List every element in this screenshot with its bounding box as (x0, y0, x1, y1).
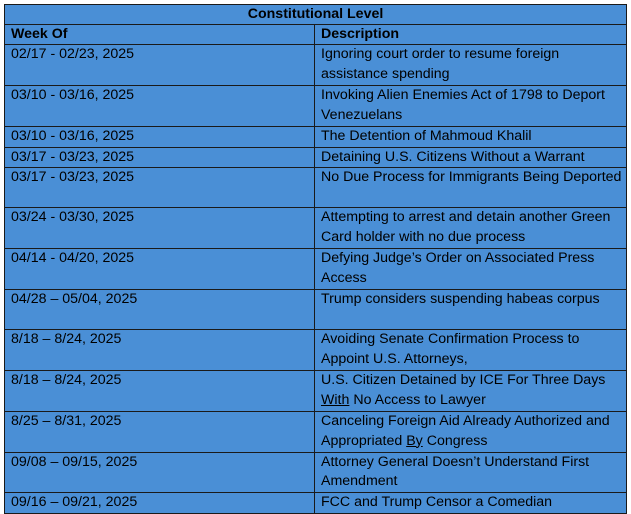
week-cell: 03/10 - 03/16, 2025 (5, 85, 315, 126)
week-cell: 8/18 – 8/24, 2025 (5, 370, 315, 411)
description-cell (315, 370, 627, 411)
table-row (5, 330, 627, 371)
table-row (5, 249, 627, 290)
week-cell: 8/18 – 8/24, 2025 (5, 330, 315, 371)
description-cell: Attorney General Doesn’t Understand First Amendment (315, 452, 627, 493)
week-cell: 02/17 - 02/23, 2025 (5, 45, 315, 86)
week-cell: 04/14 - 04/20, 2025 (5, 249, 315, 290)
table-row (5, 452, 627, 493)
description-text: No Access to Lawyer (349, 391, 486, 408)
description-cell: Invoking Alien Enemies Act of 1798 to Deport Venezuelans (315, 85, 627, 126)
week-cell: 8/25 – 8/31, 2025 (5, 411, 315, 452)
column-header-week-of: Week Of (5, 25, 315, 45)
table-row (5, 411, 627, 452)
description-text: Congress (422, 432, 488, 449)
table-row (5, 370, 627, 411)
table-row (5, 493, 627, 514)
week-cell: 03/17 - 03/23, 2025 (5, 147, 315, 168)
description-cell (315, 411, 627, 452)
week-cell: 03/17 - 03/23, 2025 (5, 168, 315, 208)
column-header-description: Description (315, 25, 627, 45)
description-cell: Trump considers suspending habeas corpus (315, 290, 627, 330)
description-cell: Ignoring court order to resume foreign assistance spending (315, 45, 627, 86)
week-cell: 03/10 - 03/16, 2025 (5, 126, 315, 147)
constitutional-level-table (4, 4, 627, 514)
description-underlined-word: With (321, 391, 350, 408)
week-cell: 09/16 – 09/21, 2025 (5, 493, 315, 514)
description-cell: FCC and Trump Censor a Comedian (315, 493, 627, 514)
description-cell: Defying Judge’s Order on Associated Press Access (315, 249, 627, 290)
description-cell: No Due Process for Immigrants Being Deported (315, 168, 627, 208)
table-row (5, 168, 627, 208)
description-text: Canceling Foreign Aid Already Authorized and Appropriated (321, 412, 610, 449)
description-text: U.S. Citizen Detained by ICE For Three Days (321, 371, 606, 388)
description-cell: Attempting to arrest and detain another Green Card holder with no due process (315, 208, 627, 249)
table-row (5, 290, 627, 330)
table-row (5, 85, 627, 126)
week-cell: 03/24 - 03/30, 2025 (5, 208, 315, 249)
table-row (5, 45, 627, 86)
week-cell: 09/08 – 09/15, 2025 (5, 452, 315, 493)
table-row (5, 126, 627, 147)
description-cell: Detaining U.S. Citizens Without a Warrant (315, 147, 627, 168)
table-title: Constitutional Level (5, 5, 627, 25)
table-row (5, 208, 627, 249)
table-row (5, 147, 627, 168)
week-cell: 04/28 – 05/04, 2025 (5, 290, 315, 330)
description-underlined-word: By (406, 432, 423, 449)
description-cell: Avoiding Senate Confirmation Process to Appoint U.S. Attorneys, (315, 330, 627, 371)
description-cell: The Detention of Mahmoud Khalil (315, 126, 627, 147)
